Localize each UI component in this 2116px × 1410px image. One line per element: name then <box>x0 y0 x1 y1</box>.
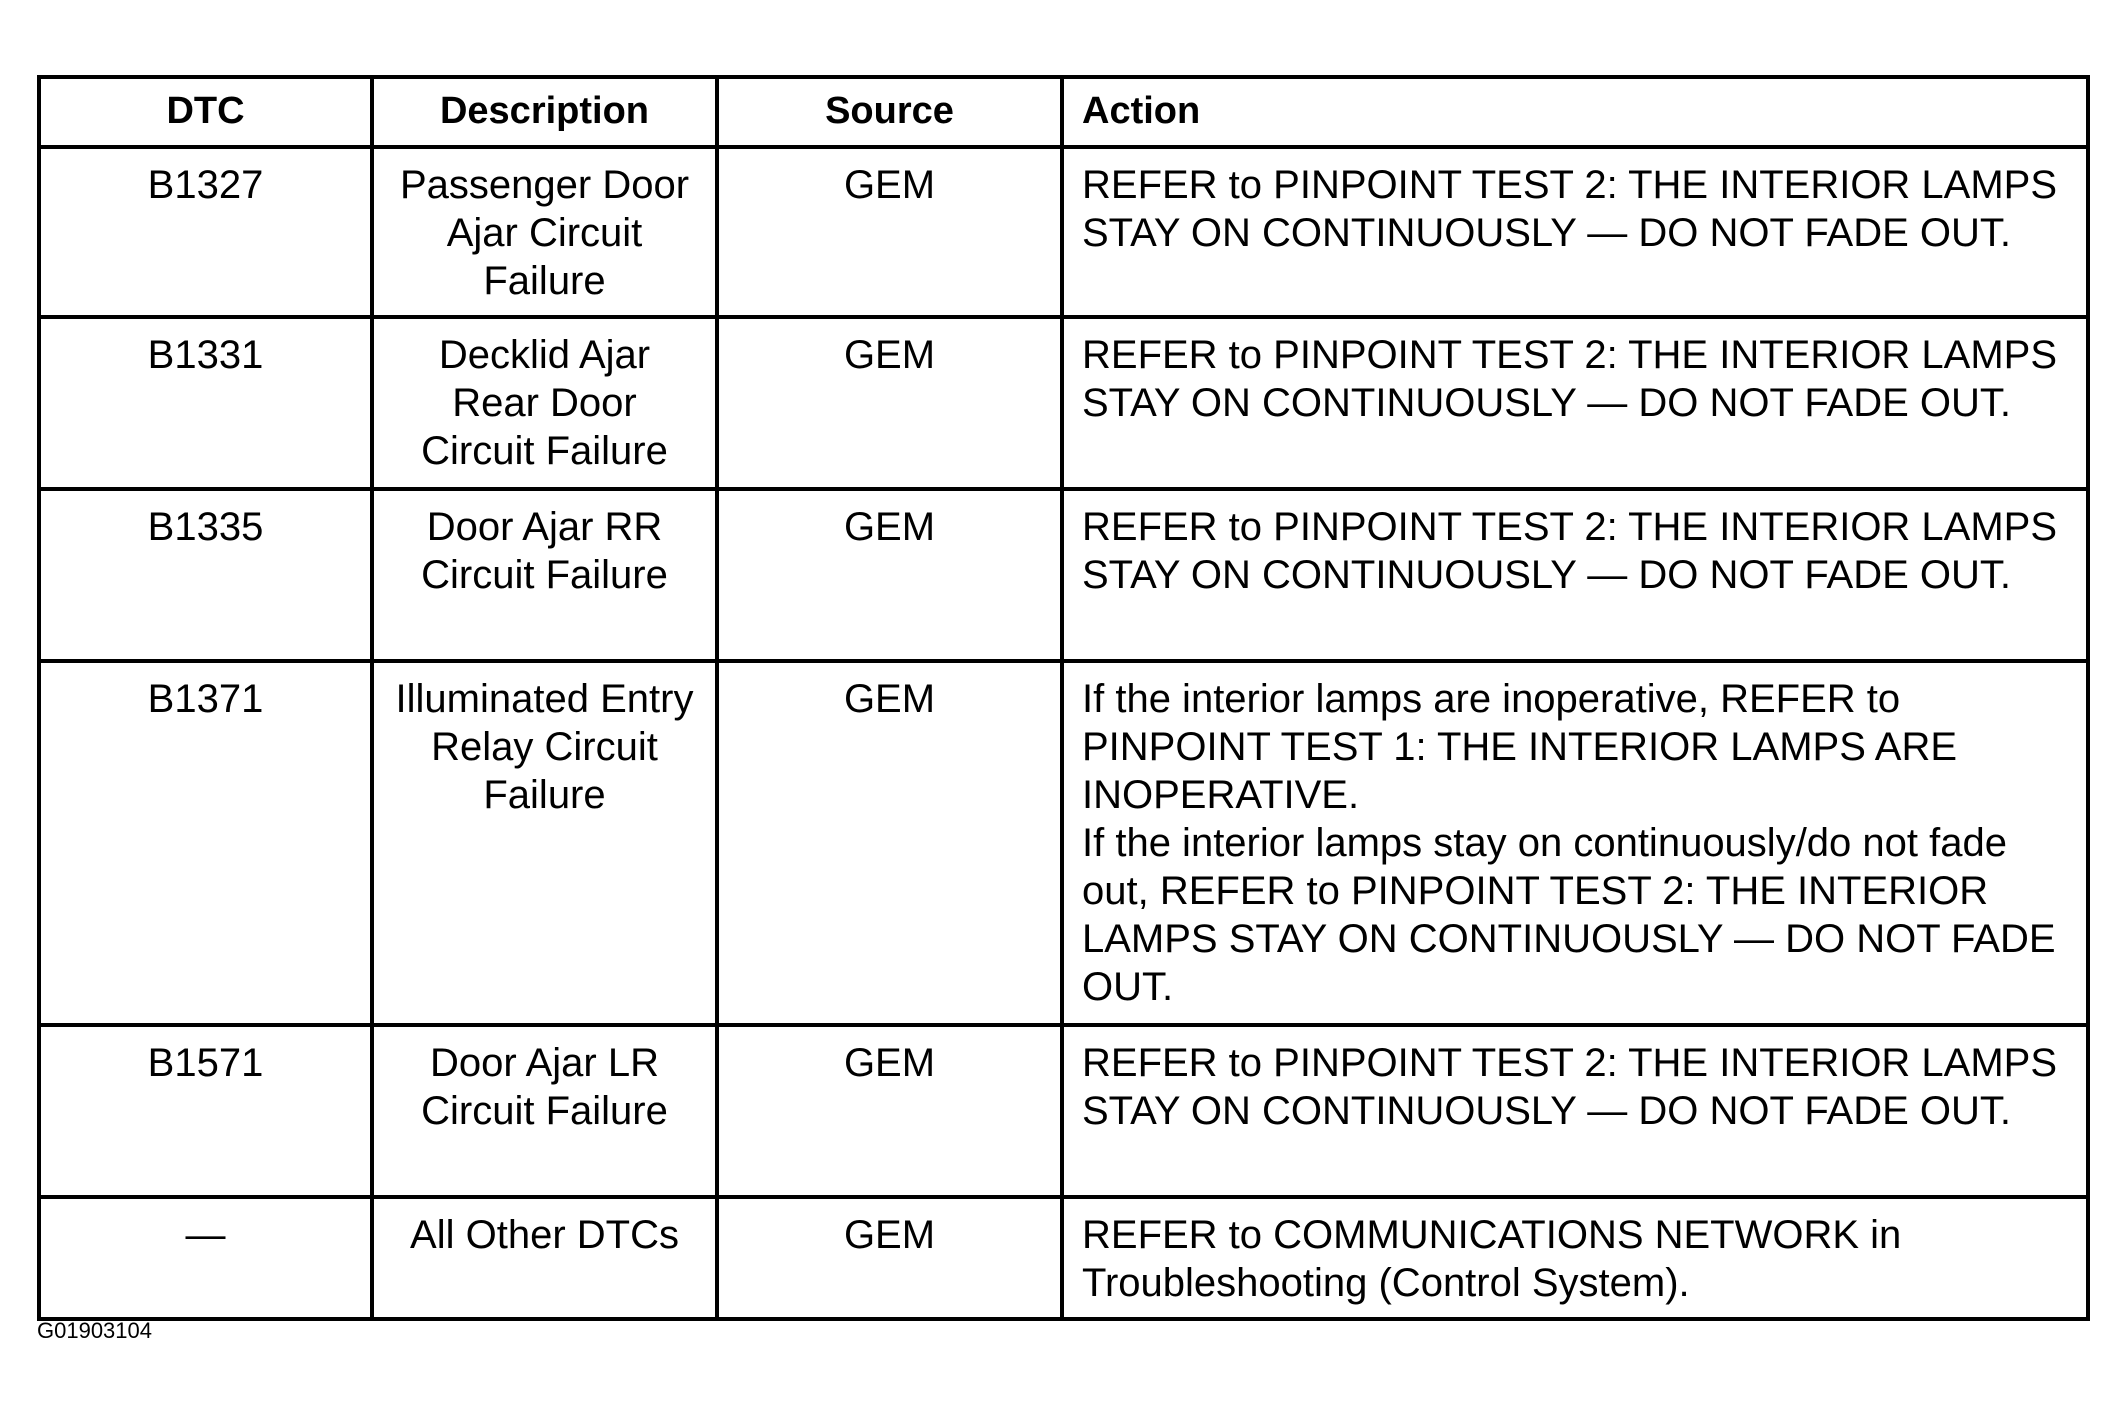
action-cell <box>1062 147 2088 317</box>
action-text: REFER to PINPOINT TEST 2: THE INTERIOR LAMPS STAY ON CONTINUOUSLY — DO NOT FADE OUT. <box>1082 333 2058 425</box>
action-cell <box>1062 489 2088 661</box>
action-text: REFER to PINPOINT TEST 2: THE INTERIOR LAMPS STAY ON CONTINUOUSLY — DO NOT FADE OUT. <box>1082 505 2058 597</box>
source-cell: GEM <box>717 317 1062 489</box>
action-text: If the interior lamps are inoperative, REFER to PINPOINT TEST 1: THE INTERIOR LAMPS ARE INOPERATIVE. <box>1082 677 1958 817</box>
action-cell <box>1062 317 2088 489</box>
source-cell: GEM <box>717 1197 1062 1319</box>
description-cell: Decklid Ajar Rear Door Circuit Failure <box>372 317 717 489</box>
header-action: Action <box>1062 77 2088 147</box>
dtc-cell: B1331 <box>39 317 372 489</box>
table-row <box>39 317 2088 489</box>
source-cell: GEM <box>717 489 1062 661</box>
header-description: Description <box>372 77 717 147</box>
description-cell: All Other DTCs <box>372 1197 717 1319</box>
figure-id: G01903104 <box>37 1318 152 1343</box>
dtc-cell: B1335 <box>39 489 372 661</box>
source-cell: GEM <box>717 1025 1062 1197</box>
dtc-cell: — <box>39 1197 372 1319</box>
dtc-table <box>37 75 2090 1321</box>
action-cell <box>1062 1197 2088 1319</box>
action-text: REFER to PINPOINT TEST 2: THE INTERIOR LAMPS STAY ON CONTINUOUSLY — DO NOT FADE OUT. <box>1082 163 2058 255</box>
action-text: REFER to COMMUNICATIONS NETWORK in Troubleshooting (Control System). <box>1082 1213 1902 1305</box>
description-cell: Illuminated Entry Relay Circuit Failure <box>372 661 717 1025</box>
source-cell: GEM <box>717 661 1062 1025</box>
header-row <box>39 77 2088 147</box>
action-text: If the interior lamps stay on continuously/do not fade out, REFER to PINPOINT TEST 2: THE INTERIOR LAMPS STAY ON CONTINUOUSLY — DO NOT FADE OUT. <box>1082 821 2056 1009</box>
description-cell: Passenger Door Ajar Circuit Failure <box>372 147 717 317</box>
source-cell: GEM <box>717 147 1062 317</box>
description-cell: Door Ajar LR Circuit Failure <box>372 1025 717 1197</box>
header-source: Source <box>717 77 1062 147</box>
table-row <box>39 661 2088 1025</box>
action-text: REFER to PINPOINT TEST 2: THE INTERIOR LAMPS STAY ON CONTINUOUSLY — DO NOT FADE OUT. <box>1082 1041 2058 1133</box>
dtc-cell: B1571 <box>39 1025 372 1197</box>
table-row <box>39 489 2088 661</box>
header-dtc: DTC <box>39 77 372 147</box>
action-cell <box>1062 1025 2088 1197</box>
action-cell <box>1062 661 2088 1025</box>
table-row <box>39 1197 2088 1319</box>
table-row <box>39 147 2088 317</box>
dtc-cell: B1371 <box>39 661 372 1025</box>
description-cell: Door Ajar RR Circuit Failure <box>372 489 717 661</box>
table-row <box>39 1025 2088 1197</box>
dtc-cell: B1327 <box>39 147 372 317</box>
